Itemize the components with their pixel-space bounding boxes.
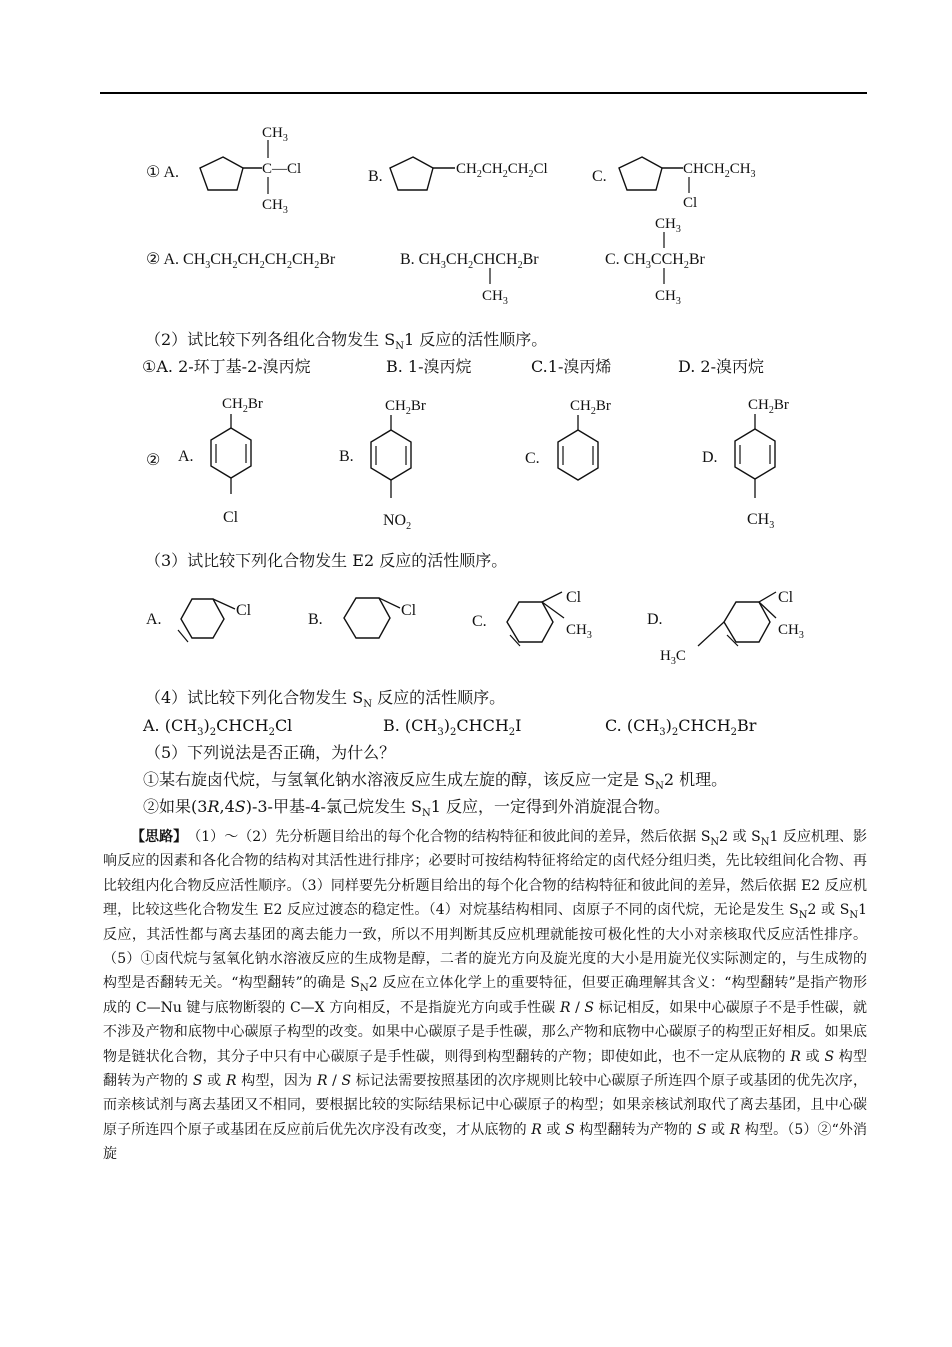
q2-opt-d: D. 2-溴丙烷 <box>678 357 765 376</box>
q3-d-cl: Cl <box>778 589 794 606</box>
a-top-ch3: $CH_3$ <box>262 125 288 144</box>
q4-opt-a: A. $(CH_3)_2CHCH_2Cl$ <box>143 716 293 739</box>
q5-title: （5）下列说法是否正确，为什么？ <box>145 743 396 762</box>
q4-opt-b: B. $(CH_3)_2CHCH_2I$ <box>383 716 522 739</box>
cyclopentane-ring-b <box>390 157 433 190</box>
q1-2-b: B. $CH_3CH_2CHCH_2Br$ <box>400 251 539 271</box>
q3-title: （3）试比较下列化合物发生 E2 反应的活性顺序。 <box>145 551 508 570</box>
q2-opt-b: B. 1-溴丙烷 <box>386 357 472 376</box>
q2-label-c: C. <box>525 450 540 467</box>
a-center: C—Cl <box>262 161 302 177</box>
q1-structures-row1 <box>0 110 952 220</box>
q1-2-c-top: $CH_3$ <box>655 216 681 235</box>
q1-structures-row2 <box>0 212 952 307</box>
analysis-paragraph: 【思路】 （1）～（2）先分析题目给出的每个化合物的结构特征和彼此间的差异，然后依据 $S_N2$ 或 $S_N1$ 反应机理、影响反应的因素和各化合物的结构对其活性进行排序；必要时可按结构特征将给定的卤代烃分组归类，先比较组间化合物、再比较组内化合物反应活性顺序。（3）同样要先分析题目给出的每个化合物的结构特征和彼此间的差异，然后依据 E2 反应机理，比较这些化合物发生 E2 反应过渡态的稳定性。（4）对烷基结构相同、卤原子不同的卤代烷，无论是发生 $S_N2$ 或 $S_N1$ 反应，其活性都与离去基团的离去能力一致，所以不用判断其反应机理就能按可极化性的大小对亲核取代反应活性排序。（5）①卤代烷与氢氧化钠水溶液反应的生成物是醇，二者的旋光方向及旋光度的大小是用旋光仪实际测定的，与生成物的构型是否翻转无关。“构型翻转”的确是 $S_N2$ 反应在立体化学上的重要特征，但要正确理解其含义：“构型翻转”是指产物形成的 C—Nu 键与底物断裂的 C—X 方向相反，不是指旋光方向或手性碳 R / S 标记相反，如果中心碳原子不是手性碳，就不涉及产物和底物中心碳原子构型的改变。如果中心碳原子是手性碳，那么产物和底物中心碳原子的构型正好相反。如果底物是链状化合物，其分子中只有中心碳原子是手性碳，则得到构型翻转的产物；即使如此，也不一定从底物的 R 或 S 构型翻转为产物的 S 或 R 构型，因为 R / S 标记法需要按照基团的次序规则比较中心碳原子所连四个原子或基团的优先次序，而亲核试剂与离去基团又不相同，要根据比较的实际结果标记中心碳原子的构型；如果亲核试剂取代了离去基团，且中心碳原子所连四个原子或基团在反应前后优先次序没有改变，才从底物的 R 或 S 构型翻转为产物的 S 或 R 构型。（5）②“外消旋 <box>103 829 868 1163</box>
q3-c-ch3: $CH_3$ <box>566 622 592 641</box>
q2-label-a: A. <box>178 448 194 465</box>
q2-benzene-structures <box>0 388 952 533</box>
q1-2-c-bottom: $CH_3$ <box>655 288 681 307</box>
q3-b-cl: Cl <box>401 602 417 619</box>
cyclopentane-ring-a <box>200 157 243 190</box>
q4-opt-c: C. $(CH_3)_2CHCH_2Br$ <box>605 716 757 739</box>
q2-marker: ② <box>146 452 161 469</box>
q2-title: （2）试比较下列各组化合物发生 $S_N1$ 反应的活性顺序。 <box>145 330 548 353</box>
c-sub-cl: Cl <box>683 195 698 211</box>
q2-opt-c: C.1-溴丙烯 <box>531 357 612 376</box>
q2-b-bottom: $NO_2$ <box>383 512 412 532</box>
q3-label-b: B. <box>308 611 323 628</box>
q2-opt-a: ①A. 2-环丁基-2-溴丙烷 <box>142 357 311 376</box>
q4-title: （4）试比较下列化合物发生 $S_N$ 反应的活性顺序。 <box>145 688 506 711</box>
q3-ring-structures <box>0 580 952 670</box>
q3-label-d: D. <box>647 611 663 628</box>
q5-statement-1: ①某右旋卤代烷，与氢氧化钠水溶液反应生成左旋的醇，该反应一定是 $S_N2$ 机理。 <box>143 770 728 793</box>
a-bottom-ch3: $CH_3$ <box>262 197 288 216</box>
q2-b-top: $CH_2Br$ <box>385 398 426 417</box>
c-chain: $CHCH_2CH_3$ <box>683 161 756 180</box>
q1-option-c-label: C. <box>592 168 607 185</box>
cyclopentane-ring-c <box>619 157 662 190</box>
q3-d-h3c: $H_3C$ <box>660 648 686 667</box>
q2-d-bottom: $CH_3$ <box>747 511 775 531</box>
q2-label-d: D. <box>702 449 718 466</box>
q3-c-cl: Cl <box>566 589 582 606</box>
q2-row1 <box>142 357 862 377</box>
q1-2-c: C. $CH_3CCH_2Br$ <box>605 251 705 271</box>
q3-label-a: A. <box>146 611 162 628</box>
q1-option-b-label: B. <box>368 168 383 185</box>
q3-a-cl: Cl <box>236 602 252 619</box>
q3-d-ch3: $CH_3$ <box>778 622 804 641</box>
q5-statement-2: ②如果(3R,4S)-3-甲基-4-氯己烷发生 $S_N1$ 反应，一定得到外消旋混合物。 <box>143 797 671 820</box>
q2-c-top: $CH_2Br$ <box>570 398 611 417</box>
q2-a-bottom: Cl <box>223 509 239 526</box>
q2-a-top: $CH_2Br$ <box>222 396 263 415</box>
q4-options <box>143 716 863 739</box>
b-chain: $CH_2CH_2CH_2Cl$ <box>456 161 548 180</box>
q2-d-top: $CH_2Br$ <box>748 397 789 416</box>
q3-label-c: C. <box>472 613 487 630</box>
header-rule <box>100 92 867 94</box>
q1-2-a: ② A. $CH_3CH_2CH_2CH_2CH_2Br$ <box>146 251 336 271</box>
q2-label-b: B. <box>339 448 354 465</box>
analysis-label: 【思路】 <box>131 829 181 845</box>
q1-2-b-sub: $CH_3$ <box>482 288 508 307</box>
q1-marker-a: ① A. <box>146 164 180 181</box>
